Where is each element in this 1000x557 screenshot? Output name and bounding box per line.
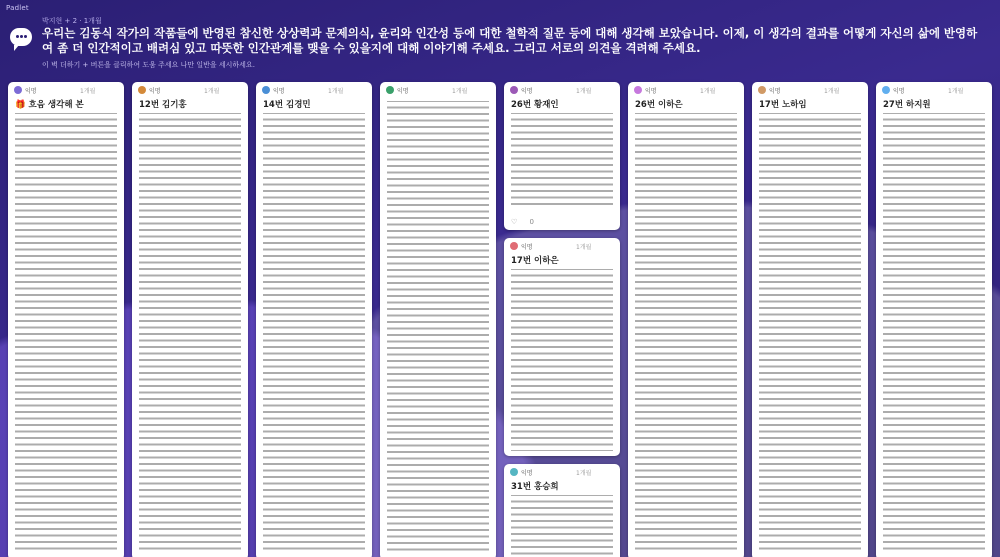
post-author: 익명: [273, 88, 285, 95]
post-time: 1개월: [576, 244, 592, 251]
post-title: 26번 이하은: [635, 100, 683, 110]
post-author: 익명: [25, 88, 37, 95]
avatar: [510, 242, 518, 250]
post-title: 17번 노하임: [759, 100, 807, 110]
avatar: [510, 468, 518, 476]
post-card[interactable]: [504, 464, 620, 557]
post-body: [132, 112, 248, 552]
avatar: [510, 86, 518, 94]
avatar: [882, 86, 890, 94]
post-title: 🎁 흐음 생각해 본: [15, 100, 84, 110]
post-title: 14번 김경민: [263, 100, 311, 110]
post-card[interactable]: [628, 82, 744, 557]
post-time: 1개월: [328, 88, 344, 95]
post-author: 익명: [397, 88, 409, 95]
post-body: [876, 112, 992, 552]
board-title: 우리는 김동식 작가의 작품들에 반영된 참신한 상상력과 문제의식, 윤리와 인간성 등에 대한 철학적 질문 등에 대해 생각해 보았습니다. 이제, 이 생각의 결과를 어떻게 자신의 삶에 반영하여 좀 더 인간적이고 배려심 있고 따뜻한 인간관계를 맺을 수 있을지에 대해 이야기해 주세요. 그리고 서로의 의견을 격려해 주세요.: [42, 26, 978, 55]
post-card[interactable]: [8, 82, 124, 557]
post-author: 익명: [645, 88, 657, 95]
board-meta: 박지현 + 2 · 1개월: [42, 17, 102, 25]
post-time: 1개월: [452, 88, 468, 95]
post-time: 1개월: [576, 88, 592, 95]
post-card[interactable]: [380, 82, 496, 557]
post-body: [504, 494, 620, 557]
heart-icon[interactable]: ♡: [511, 218, 518, 226]
post-author: 익명: [521, 470, 533, 477]
post-time: 1개월: [80, 88, 96, 95]
avatar: [758, 86, 766, 94]
chat-bubble-icon: [10, 28, 32, 46]
post-body: [504, 268, 620, 452]
board-subtitle: 이 벽 더하기 + 버튼을 클릭하여 도움 주세요 나만 일반을 세시하세요.: [42, 61, 255, 69]
post-body: [256, 112, 372, 552]
avatar: [138, 86, 146, 94]
post-time: 1개월: [824, 88, 840, 95]
post-author: 익명: [769, 88, 781, 95]
post-time: 1개월: [700, 88, 716, 95]
post-author: 익명: [149, 88, 161, 95]
post-author: 익명: [521, 88, 533, 95]
comment-count[interactable]: 0: [529, 218, 534, 226]
post-actions: [511, 218, 544, 226]
post-title: 17번 이하은: [511, 256, 559, 266]
avatar: [634, 86, 642, 94]
post-author: 익명: [893, 88, 905, 95]
post-title: 12번 김기홍: [139, 100, 187, 110]
post-body: [8, 112, 124, 552]
post-body: [752, 112, 868, 552]
avatar: [14, 86, 22, 94]
post-body: [504, 112, 620, 208]
post-card[interactable]: [752, 82, 868, 557]
board-header: [10, 16, 990, 76]
post-card[interactable]: [256, 82, 372, 557]
post-card[interactable]: [504, 82, 620, 230]
post-time: 1개월: [576, 470, 592, 477]
post-card[interactable]: [132, 82, 248, 557]
post-time: 1개월: [204, 88, 220, 95]
post-body: [628, 112, 744, 552]
post-time: 1개월: [948, 88, 964, 95]
board-columns: [8, 82, 992, 557]
post-card[interactable]: [504, 238, 620, 456]
post-author: 익명: [521, 244, 533, 251]
post-title: 31번 홍승희: [511, 482, 559, 492]
avatar: [386, 86, 394, 94]
padlet-logo[interactable]: Padlet: [6, 4, 29, 12]
avatar: [262, 86, 270, 94]
post-card[interactable]: [876, 82, 992, 557]
post-title: 27번 하지원: [883, 100, 931, 110]
post-body: [380, 100, 496, 552]
post-title: 26번 황재인: [511, 100, 559, 110]
